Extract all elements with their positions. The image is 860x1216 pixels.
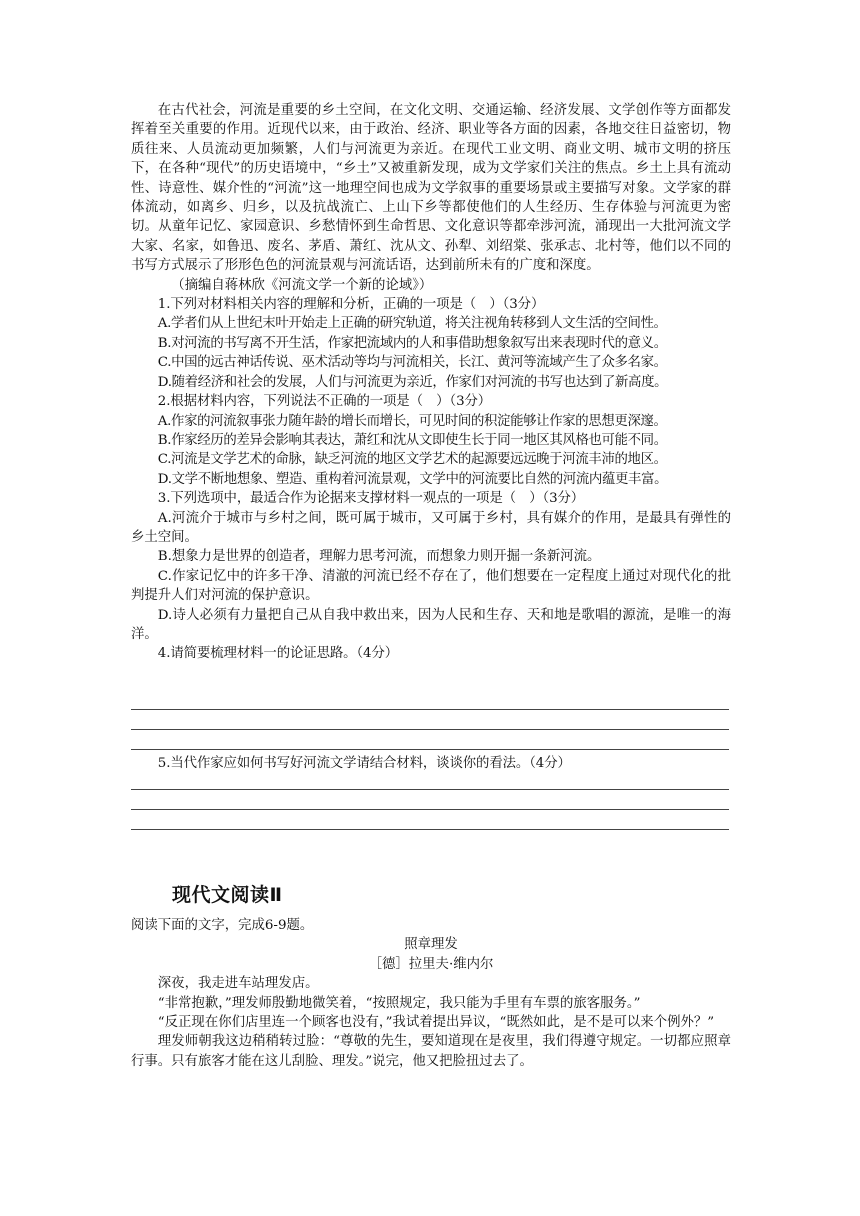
- question-1-option-d: D.随着经济和社会的发展，人们与河流更为亲近，作家们对河流的书写也达到了新高度。: [157, 374, 668, 390]
- question-1-stem: 1.下列对材料相关内容的理解和分析，正确的一项是（ ）（3分）: [157, 297, 545, 313]
- answer-line[interactable]: [131, 770, 729, 790]
- answer-line[interactable]: [131, 790, 729, 810]
- question-1-option-b: B.对河流的书写离不开生活，作家把流域内的人和事借助想象叙写出来表现时代的意义。: [157, 335, 667, 351]
- section-instruction: 阅读下面的文字，完成6-9题。: [131, 918, 314, 933]
- question-1-option-a: A.学者们从上世纪末叶开始走上正确的研究轨道，将关注视角转移到人文生活的空间性。: [157, 316, 667, 332]
- answer-line[interactable]: [131, 710, 729, 730]
- question-5-answer-area[interactable]: [131, 770, 729, 830]
- story-paragraph: “反正现在你们店里连一个顾客也没有，”我试着提出异议，“既然如此，是不是可以来个例外？”: [157, 1015, 715, 1031]
- question-3-option-b: B.想象力是世界的创造者，理解力思考河流，而想象力则开掘一条新河流。: [157, 549, 601, 565]
- question-1-option-c: C.中国的远古神话传说、巫术活动等均与河流相关，长江、黄河等流域产生了众多名家。: [157, 355, 667, 371]
- question-2-option-c: C.河流是文学艺术的命脉，缺乏河流的地区文学艺术的起源要远远晚于河流丰沛的地区。: [157, 452, 667, 468]
- answer-line[interactable]: [131, 730, 729, 750]
- question-5-stem: 5.当代作家应如何书写好河流文学请结合材料，谈谈你的看法。（4分）: [157, 756, 571, 771]
- section-title: 现代文阅读Ⅱ: [172, 884, 283, 906]
- passage-source: （摘编自蒋林欣《河流文学一个新的论域》）: [171, 277, 433, 293]
- story-author: ［德］拉里夫·维内尔: [368, 956, 494, 972]
- question-3-option-d: D.诗人必须有力量把自己从自我中救出来，因为人民和生存、天和地是歌唱的源流，是唯一的海洋。: [131, 607, 731, 642]
- passage-paragraph: 在古代社会，河流是重要的乡土空间，在文化文明、交通运输、经济发展、文学创作等方面都发挥着至关重要的作用。近现代以来，由于政治、经济、职业等各方面的因素，各地交往日益密切，物质往来、人员流动更加频繁，人们与河流更为亲近。在现代工业文明、商业文明、城市文明的挤压下，在各种“现代”的历史语境中，“乡土”又被重新发现，成为文学家们关注的焦点。乡土上具有流动性、诗意性、媒介性的“河流”这一地理空间也成为文学叙事的重要场景或主要描写对象。文学家的群体流动，如离乡、归乡，以及抗战流亡、上山下乡等都使他们的人生经历、生存体验与河流更为密切。从童年记忆、家园意识、乡愁情怀到生命哲思、文化意识等都牵涉河流，涌现出一大批河流文学大家、名家，如鲁迅、废名、茅盾、萧红、沈从文、孙犁、刘绍棠、张承志、北村等，他们以不同的书写方式展示了形形色色的河流景观与河流话语，达到前所未有的广度和深度。: [131, 103, 731, 274]
- question-4-answer-area[interactable]: [131, 690, 729, 750]
- question-2-option-d: D.文学不断地想象、塑造、重构着河流景观，文学中的河流要比自然的河流内蕴更丰富。: [157, 471, 668, 487]
- answer-line[interactable]: [131, 690, 729, 710]
- question-3-option-c: C.作家记忆中的许多干净、清澈的河流已经不存在了，他们想要在一定程度上通过对现代化的批判提升人们对河流的保护意识。: [131, 568, 731, 604]
- story-title: 照章理发: [404, 937, 458, 953]
- question-2-option-b: B.作家经历的差异会影响其表达，萧红和沈从文即使生长于同一地区其风格也可能不同。: [157, 432, 667, 448]
- story-paragraph: 深夜，我走进车站理发店。: [157, 976, 319, 992]
- question-3-option-a: A.河流介于城市与乡村之间，既可属于城市，又可属于乡村，具有媒介的作用，是最具有弹性的乡土空间。: [131, 510, 731, 545]
- question-2-stem: 2.根据材料内容，下列说法不正确的一项是（ ）（3分）: [157, 394, 492, 410]
- answer-line[interactable]: [131, 810, 729, 830]
- story-paragraph: “非常抱歉，”理发师殷勤地微笑着，“按照规定，我只能为手里有车票的旅客服务。”: [157, 995, 641, 1011]
- story-paragraph: 理发师朝我这边稍稍转过脸：“尊敬的先生，要知道现在是夜里，我们得遵守规定。一切都应照章行事。只有旅客才能在这儿刮脸、理发。”说完，他又把脸扭过去了。: [131, 1034, 731, 1069]
- passage: [131, 101, 731, 664]
- question-2-option-a: A.作家的河流叙事张力随年龄的增长而增长，可见时间的积淀能够让作家的思想更深邃。: [157, 413, 667, 429]
- question-4-stem: 4.请简要梳理材料一的论证思路。（4分）: [157, 646, 399, 662]
- question-3-stem: 3.下列选项中，最适合作为论据来支撑材料一观点的一项是（ ）（3分）: [157, 491, 585, 507]
- section-2-content: [131, 916, 731, 1071]
